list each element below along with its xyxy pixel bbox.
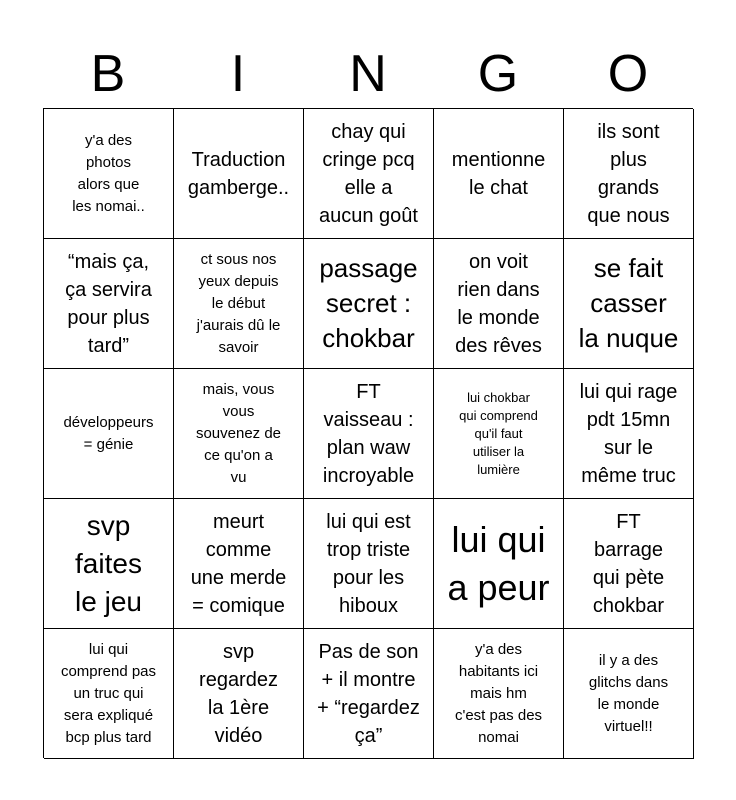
bingo-grid — [43, 108, 693, 758]
bingo-cell[interactable]: mais, vous vous souvenez de ce qu'on a vu — [174, 369, 304, 499]
header-letter-b: B — [90, 45, 126, 103]
bingo-header — [43, 40, 693, 108]
header-letter-n: N — [349, 45, 387, 103]
bingo-cell[interactable]: il y a des glitchs dans le monde virtuel!! — [564, 629, 694, 759]
bingo-cell[interactable]: “mais ça, ça servira pour plus tard” — [44, 239, 174, 369]
bingo-cell[interactable]: y'a des photos alors que les nomai.. — [44, 109, 174, 239]
bingo-cell[interactable]: lui qui a peur — [434, 499, 564, 629]
bingo-cell[interactable]: développeurs = génie — [44, 369, 174, 499]
header-letter-o: O — [607, 45, 649, 103]
bingo-cell[interactable]: on voit rien dans le monde des rêves — [434, 239, 564, 369]
bingo-cell[interactable]: chay qui cringe pcq elle a aucun goût — [304, 109, 434, 239]
bingo-cell[interactable]: lui qui comprend pas un truc qui sera expliqué bcp plus tard — [44, 629, 174, 759]
bingo-cell[interactable]: Traduction gamberge.. — [174, 109, 304, 239]
bingo-cell[interactable]: ct sous nos yeux depuis le début j'aurais dû le savoir — [174, 239, 304, 369]
bingo-cell[interactable]: meurt comme une merde = comique — [174, 499, 304, 629]
bingo-cell[interactable]: FT barrage qui pète chokbar — [564, 499, 694, 629]
bingo-cell[interactable]: FT vaisseau : plan waw incroyable — [304, 369, 434, 499]
bingo-cell[interactable]: svp regardez la 1ère vidéo — [174, 629, 304, 759]
bingo-cell[interactable]: lui qui est trop triste pour les hiboux — [304, 499, 434, 629]
bingo-cell[interactable]: lui chokbar qui comprend qu'il faut utiliser la lumière — [434, 369, 564, 499]
bingo-cell[interactable]: y'a des habitants ici mais hm c'est pas des nomai — [434, 629, 564, 759]
bingo-cell[interactable]: Pas de son + il montre + “regardez ça” — [304, 629, 434, 759]
bingo-cell[interactable]: lui qui rage pdt 15mn sur le même truc — [564, 369, 694, 499]
header-letter-i: I — [230, 45, 246, 103]
bingo-cell[interactable]: svp faites le jeu — [44, 499, 174, 629]
bingo-cell[interactable]: se fait casser la nuque — [564, 239, 694, 369]
bingo-cell[interactable]: ils sont plus grands que nous — [564, 109, 694, 239]
bingo-cell[interactable]: mentionne le chat — [434, 109, 564, 239]
bingo-cell[interactable]: passage secret : chokbar — [304, 239, 434, 369]
header-letter-g: G — [477, 45, 519, 103]
